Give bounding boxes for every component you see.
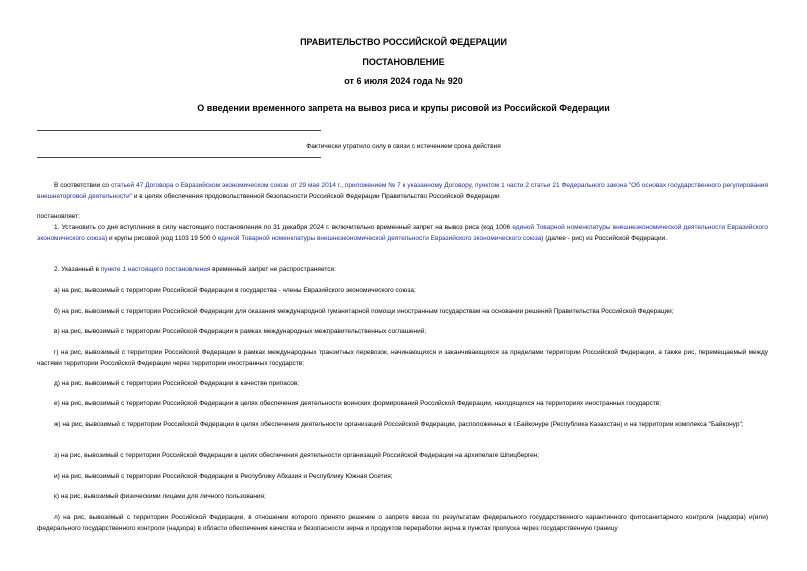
document-date-number: от 6 июля 2024 года № 920 [344, 76, 463, 86]
preamble-text-4: и в целях обеспечения продовольственной безопасности Российской Федерации Правительство Российской Федерации [132, 192, 500, 200]
list-item-g: г) на рис, вывозимый с территории Российской Федерации в рамках международных транзитных перевозок, начинающихся и заканчивающихся за пределами территории Российской Федерации, а также рис, перемещаемый между частями территории Российской Федерации через территории иностранных государств; [37, 349, 768, 367]
link-paragraph-1[interactable]: пункте 1 настоящего постановления [100, 266, 211, 273]
divider-bottom [37, 157, 321, 158]
preamble-text-3: , [471, 182, 475, 189]
document-type: ПОСТАНОВЛЕНИЕ [362, 57, 445, 67]
list-item-z: з) на рис, вывозимый с территории Российской Федерации в целях обеспечения деятельности организаций Российской Федерации на архипелаге Шпицберген; [54, 452, 540, 459]
list-item-v: в) на рис, вывозимый с территории Российской Федерации в рамках международных межправительственных соглашений; [54, 328, 427, 335]
link-tn-ved-eaeu-2[interactable]: единой Товарной номенклатуры внешнеэкономической деятельности Евразийского экономического союза [217, 234, 542, 242]
status-note: Фактически утратило силу в связи с истечением срока действия [306, 143, 501, 150]
paragraph-2 [37, 265, 768, 276]
paragraph-2-text-1: 2. Указанный в [54, 266, 101, 273]
paragraph-1 [37, 223, 768, 244]
link-eaeu-treaty-article-47[interactable]: статьей 47 Договора о Евразийском экономическом союзе от 29 мая 2014 г. [110, 182, 342, 189]
paragraph-2-text-2: временный запрет не распространяется: [210, 266, 336, 273]
link-federal-law-foreign-trade[interactable]: пунктом 1 части 2 статьи 21 Федерального закона "Об основах государственного регулирования внешнеторговой деятельности" [37, 182, 768, 200]
resolves-text: постановляет: [37, 213, 80, 220]
preamble-text-1: В соответствии со [54, 182, 111, 189]
document-title: О введении временного запрета на вывоз риса и крупы рисовой из Российской Федерации [197, 103, 610, 113]
list-item-e: е) на рис, вывозимый с территории Российской Федерации в целях обеспечения деятельности воинских формирований Российской Федерации, находящихся на территориях иностранных государств; [54, 400, 661, 407]
link-annex-7[interactable]: приложением № 7 к указанному Договору [344, 182, 472, 189]
link-tn-ved-eaeu-1[interactable]: единой Товарной номенклатуры внешнеэкономической деятельности Евразийского экономического союза [37, 224, 768, 242]
list-item-a: а) на рис, вывозимый с территории Российской Федерации в государства - члены Евразийского экономического союза; [54, 287, 416, 294]
list-item-i: и) на рис, вывозимый с территории Российской Федерации в Республику Абхазия и Республику Южная Осетия; [54, 473, 393, 480]
paragraph-1-text-3: ) (далее - рис) из Российской Федерации. [541, 234, 668, 242]
list-item-k: к) на рис, вывозимый физическими лицами для личного пользования; [54, 493, 266, 500]
preamble-paragraph [37, 181, 768, 202]
list-item-d: д) на рис, вывозимый с территории Российской Федерации в качестве припасов; [54, 380, 300, 387]
list-item-zh: ж) на рис, вывозимый с территории Российской Федерации в целях обеспечения деятельности организаций Российской Федерации, расположенных в г.Байконуре (Республика Казахстан) и на территории комплекса "Байконур"; [54, 421, 744, 428]
paragraph-1-text-2: ) и крупы рисовой (код 1103 19 500 0 [105, 234, 218, 242]
government-heading: ПРАВИТЕЛЬСТВО РОССИЙСКОЙ ФЕДЕРАЦИИ [300, 37, 507, 47]
divider-top [37, 130, 321, 131]
preamble-text-2: , [341, 182, 345, 189]
paragraph-1-text-1: 1. Установить со дня вступления в силу настоящего постановления по 31 декабря 2024 г. включительно временный запрет на вывоз риса (код 1006 [54, 224, 513, 231]
list-item-l: л) на рис, вывозимый с территории Российской Федерации, в отношении которого принято решение о запрете ввоза по результатам федерального государственного карантинного фитосанитарного контроля (надзора) и(или) федерального государственного контроля (надзора) в области обеспечения качества и безопасности зерна и продуктов переработки зерна в пунктах пропуска через государственную границу [37, 514, 768, 532]
list-item-b: б) на рис, вывозимый с территории Российской Федерации для оказания международной гуманитарной помощи иностранным государствам на основании решений Правительства Российской Федерации; [54, 308, 674, 315]
